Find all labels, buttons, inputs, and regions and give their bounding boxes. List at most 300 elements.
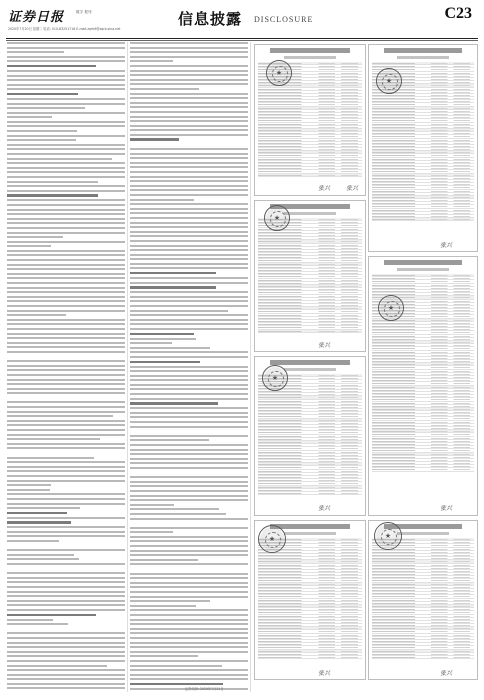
statement-subtitle — [284, 212, 337, 215]
text-line — [7, 314, 66, 316]
text-line — [7, 609, 125, 611]
text-line — [130, 226, 248, 228]
text-line — [7, 434, 125, 436]
text-line — [130, 467, 248, 469]
text-line — [7, 259, 125, 261]
text-line — [7, 581, 125, 583]
text-line — [130, 347, 210, 349]
text-line — [7, 683, 125, 685]
text-line — [7, 346, 125, 348]
text-line — [7, 595, 125, 597]
statement-row — [372, 218, 474, 221]
signature: 张兴 — [440, 242, 453, 249]
statement-title — [384, 48, 462, 53]
text-line — [130, 582, 248, 584]
text-line — [130, 449, 248, 451]
text-line — [7, 420, 125, 422]
text-line — [130, 619, 248, 621]
text-line — [130, 453, 248, 455]
text-column-1 — [7, 42, 125, 692]
text-line — [130, 421, 248, 423]
text-line — [130, 596, 248, 598]
text-line — [130, 208, 248, 210]
text-line — [7, 351, 125, 353]
text-line — [7, 337, 125, 339]
text-line — [130, 623, 248, 625]
company-seal — [376, 68, 402, 94]
text-line — [7, 167, 125, 169]
text-line — [7, 637, 125, 639]
signature: 张兴 — [318, 670, 331, 677]
text-line — [7, 236, 63, 238]
statement-subtitle — [284, 532, 337, 535]
text-line — [130, 194, 248, 196]
text-line — [130, 51, 248, 53]
text-line — [7, 443, 125, 445]
statement-row — [258, 174, 362, 177]
text-line — [7, 429, 125, 431]
text-line — [7, 411, 125, 413]
text-line — [7, 665, 107, 667]
text-line — [7, 577, 125, 579]
text-line — [130, 375, 248, 377]
text-line — [130, 245, 248, 247]
text-line — [130, 97, 248, 99]
text-line — [7, 277, 125, 279]
text-line — [130, 495, 248, 497]
statement-rows — [255, 374, 365, 495]
text-line — [7, 227, 125, 229]
text-line — [130, 162, 248, 164]
text-line — [7, 148, 125, 150]
text-line — [7, 222, 125, 224]
text-line — [130, 203, 248, 205]
text-line — [7, 461, 125, 463]
text-line — [130, 388, 248, 390]
text-line — [7, 642, 125, 644]
text-line — [130, 212, 248, 214]
text-line — [130, 540, 248, 542]
text-line — [130, 176, 248, 178]
text-column-2 — [130, 42, 248, 692]
text-line — [130, 499, 248, 501]
statement-rows — [255, 538, 365, 659]
text-line — [7, 125, 125, 127]
text-line — [7, 406, 125, 408]
text-line — [130, 444, 248, 446]
text-line — [7, 88, 125, 90]
text-line — [130, 217, 248, 219]
footer-note: 证券代码: 2020年7月21日 — [185, 687, 224, 691]
text-line — [130, 439, 209, 441]
text-line — [7, 305, 125, 307]
text-line — [130, 430, 248, 432]
text-line — [130, 305, 248, 307]
text-line — [130, 402, 218, 404]
text-line — [7, 452, 125, 454]
text-line — [130, 60, 173, 62]
text-line — [130, 351, 248, 353]
statement-row — [258, 656, 362, 659]
text-line — [7, 319, 125, 321]
text-line — [7, 51, 64, 53]
text-line — [7, 130, 77, 132]
column-separator — [250, 42, 251, 692]
text-line — [7, 392, 125, 394]
statement-row — [258, 492, 362, 495]
text-line — [130, 508, 219, 510]
text-line — [7, 103, 125, 105]
text-line — [130, 522, 248, 524]
text-line — [7, 424, 125, 426]
statement-title — [384, 260, 462, 265]
text-line — [130, 180, 248, 182]
text-line — [7, 493, 125, 495]
text-line — [130, 116, 248, 118]
text-line — [130, 628, 248, 630]
text-line — [130, 398, 248, 400]
text-line — [130, 83, 248, 85]
statement-subtitle — [284, 368, 337, 371]
text-line — [130, 74, 248, 76]
text-line — [130, 263, 248, 265]
text-line — [7, 107, 85, 109]
text-line — [7, 484, 51, 486]
text-line — [130, 683, 223, 685]
text-line — [7, 379, 125, 381]
text-line — [7, 79, 125, 81]
text-line — [7, 521, 71, 523]
text-line — [130, 412, 248, 414]
text-line — [130, 462, 248, 464]
text-line — [130, 393, 248, 395]
text-line — [130, 282, 248, 284]
text-line — [130, 235, 248, 237]
text-line — [130, 125, 248, 127]
text-line — [130, 286, 216, 288]
statement-subtitle — [397, 56, 449, 59]
text-line — [7, 70, 125, 72]
text-line — [7, 526, 125, 528]
section-title: 信息披露 — [178, 10, 243, 28]
text-line — [130, 614, 248, 616]
text-line — [130, 609, 248, 611]
company-seal — [266, 60, 292, 86]
masthead-rule — [6, 38, 478, 39]
statement-subtitle — [284, 56, 337, 59]
statement-row — [372, 656, 474, 659]
text-line — [130, 319, 248, 321]
text-line — [130, 231, 248, 233]
text-line — [7, 75, 125, 77]
text-line — [130, 485, 248, 487]
text-line — [130, 328, 248, 330]
text-line — [7, 245, 51, 247]
text-line — [7, 383, 125, 385]
text-line — [130, 563, 248, 565]
text-line — [7, 619, 53, 621]
text-line — [7, 572, 125, 574]
text-line — [130, 240, 248, 242]
text-line — [130, 605, 196, 607]
statement-title — [270, 524, 349, 529]
text-line — [7, 328, 125, 330]
text-line — [130, 79, 248, 81]
text-line — [130, 138, 179, 140]
text-line — [130, 416, 248, 418]
text-line — [7, 333, 125, 335]
text-line — [7, 93, 78, 95]
text-line — [7, 291, 125, 293]
text-line — [7, 209, 125, 211]
text-line — [130, 314, 248, 316]
text-line — [7, 310, 125, 312]
text-line — [130, 490, 248, 492]
text-line — [7, 669, 125, 671]
text-line — [130, 665, 222, 667]
text-line — [7, 674, 125, 676]
text-line — [7, 254, 125, 256]
signature: 张兴 — [318, 505, 331, 512]
text-line — [130, 513, 226, 515]
text-line — [130, 134, 248, 136]
company-seal — [258, 525, 286, 553]
text-line — [130, 300, 248, 302]
text-line — [7, 185, 125, 187]
statement-title — [270, 48, 349, 53]
text-line — [130, 267, 248, 269]
company-seal — [378, 295, 404, 321]
text-line — [7, 475, 125, 477]
text-line — [7, 213, 125, 215]
page-number: C23 — [444, 5, 472, 22]
text-line — [130, 669, 248, 671]
text-line — [130, 536, 248, 538]
text-line — [130, 458, 248, 460]
text-line — [130, 481, 248, 483]
text-line — [7, 374, 125, 376]
signature: 张兴 — [318, 342, 331, 349]
text-line — [7, 273, 125, 275]
text-line — [130, 120, 248, 122]
text-line — [7, 678, 125, 680]
text-line — [130, 586, 248, 588]
signature: 张兴 — [440, 670, 453, 677]
text-line — [7, 190, 125, 192]
text-line — [130, 366, 248, 368]
text-line — [130, 171, 248, 173]
newspaper-brand: 证券日报 — [8, 10, 65, 25]
text-line — [7, 65, 96, 67]
text-line — [7, 480, 125, 482]
text-line — [130, 642, 248, 644]
text-line — [130, 47, 248, 49]
statement-title — [270, 360, 349, 365]
text-line — [7, 158, 112, 160]
issue-line: 2020年7月20日 星期二 电话: 010-83251716 E-mail:zqrb9@zqrb.sina.net — [8, 27, 121, 31]
text-line — [130, 674, 248, 676]
text-line — [7, 507, 80, 509]
text-line — [130, 660, 248, 662]
text-line — [7, 268, 125, 270]
text-line — [7, 651, 125, 653]
text-line — [7, 517, 125, 519]
text-line — [7, 457, 94, 459]
text-line — [130, 559, 198, 561]
signature: 张兴 — [440, 505, 453, 512]
text-line — [7, 360, 125, 362]
text-line — [7, 646, 125, 648]
text-line — [7, 56, 125, 58]
text-line — [7, 586, 125, 588]
text-line — [130, 338, 196, 340]
text-line — [7, 241, 125, 243]
text-line — [7, 628, 125, 630]
text-line — [130, 333, 194, 335]
text-line — [7, 549, 125, 551]
text-line — [130, 129, 248, 131]
statement-subtitle — [397, 268, 449, 271]
text-line — [7, 623, 68, 625]
text-line — [130, 70, 248, 72]
text-line — [130, 254, 248, 256]
statement-rows — [369, 538, 477, 659]
text-line — [7, 655, 125, 657]
text-line — [130, 88, 199, 90]
text-line — [130, 323, 248, 325]
text-line — [130, 370, 248, 372]
masthead-rule-thin — [6, 40, 478, 41]
text-line — [7, 356, 125, 358]
text-line — [7, 687, 125, 689]
text-line — [130, 426, 248, 428]
text-line — [130, 342, 172, 344]
text-line — [130, 222, 248, 224]
text-line — [7, 503, 125, 505]
statement-row — [258, 330, 362, 333]
text-line — [130, 646, 248, 648]
section-title-en: DISCLOSURE — [254, 15, 314, 24]
text-line — [7, 42, 125, 44]
text-line — [130, 189, 248, 191]
text-line — [7, 535, 125, 537]
masthead — [6, 4, 478, 38]
text-line — [7, 204, 125, 206]
text-line — [130, 56, 248, 58]
text-line — [130, 93, 248, 95]
text-line — [130, 249, 248, 251]
signature: 张兴 — [346, 185, 359, 192]
text-line — [130, 518, 248, 520]
text-line — [7, 296, 125, 298]
text-line — [130, 185, 248, 187]
text-line — [130, 166, 248, 168]
text-line — [130, 291, 248, 293]
text-line — [7, 153, 125, 155]
text-line — [130, 472, 248, 474]
text-line — [130, 531, 173, 533]
text-line — [7, 199, 125, 201]
text-line — [7, 512, 67, 514]
text-line — [130, 435, 248, 437]
text-line — [130, 65, 248, 67]
text-line — [130, 310, 228, 312]
company-seal — [374, 522, 402, 550]
text-line — [7, 121, 125, 123]
text-line — [7, 614, 96, 616]
column-separator — [127, 42, 128, 692]
text-line — [130, 568, 248, 570]
text-line — [130, 361, 200, 363]
text-line — [130, 356, 248, 358]
text-line — [130, 407, 248, 409]
text-line — [7, 176, 125, 178]
text-line — [130, 504, 174, 506]
text-line — [7, 287, 125, 289]
text-line — [7, 171, 125, 173]
text-line — [130, 106, 248, 108]
text-line — [130, 143, 248, 145]
text-line — [7, 135, 125, 137]
text-line — [7, 232, 125, 234]
text-line — [130, 199, 194, 201]
text-line — [7, 47, 125, 49]
text-line — [7, 438, 100, 440]
financial-statement — [368, 256, 478, 516]
text-line — [7, 600, 125, 602]
text-line — [130, 384, 248, 386]
text-line — [7, 558, 79, 560]
text-line — [7, 342, 125, 344]
text-line — [7, 300, 125, 302]
text-line — [130, 272, 216, 274]
text-line — [130, 111, 248, 113]
text-line — [7, 84, 125, 86]
text-line — [7, 181, 98, 183]
text-line — [130, 296, 248, 298]
statement-subtitle — [397, 532, 449, 535]
text-line — [130, 591, 248, 593]
text-line — [130, 379, 248, 381]
text-line — [7, 591, 125, 593]
text-line — [130, 153, 248, 155]
text-line — [7, 545, 125, 547]
text-line — [130, 42, 248, 44]
text-line — [7, 401, 125, 403]
text-line — [7, 466, 125, 468]
text-line — [7, 218, 125, 220]
text-line — [130, 527, 248, 529]
text-line — [7, 660, 125, 662]
text-line — [130, 545, 248, 547]
text-line — [7, 365, 125, 367]
text-line — [7, 98, 125, 100]
text-line — [7, 447, 125, 449]
text-line — [130, 258, 248, 260]
text-line — [7, 144, 125, 146]
text-line — [130, 637, 248, 639]
company-seal — [262, 365, 288, 391]
text-line — [130, 678, 248, 680]
text-line — [7, 112, 125, 114]
text-line — [7, 632, 125, 634]
text-line — [7, 470, 125, 472]
text-line — [7, 282, 125, 284]
text-line — [130, 577, 248, 579]
text-line — [7, 604, 125, 606]
text-line — [130, 476, 248, 478]
text-line — [7, 139, 76, 141]
